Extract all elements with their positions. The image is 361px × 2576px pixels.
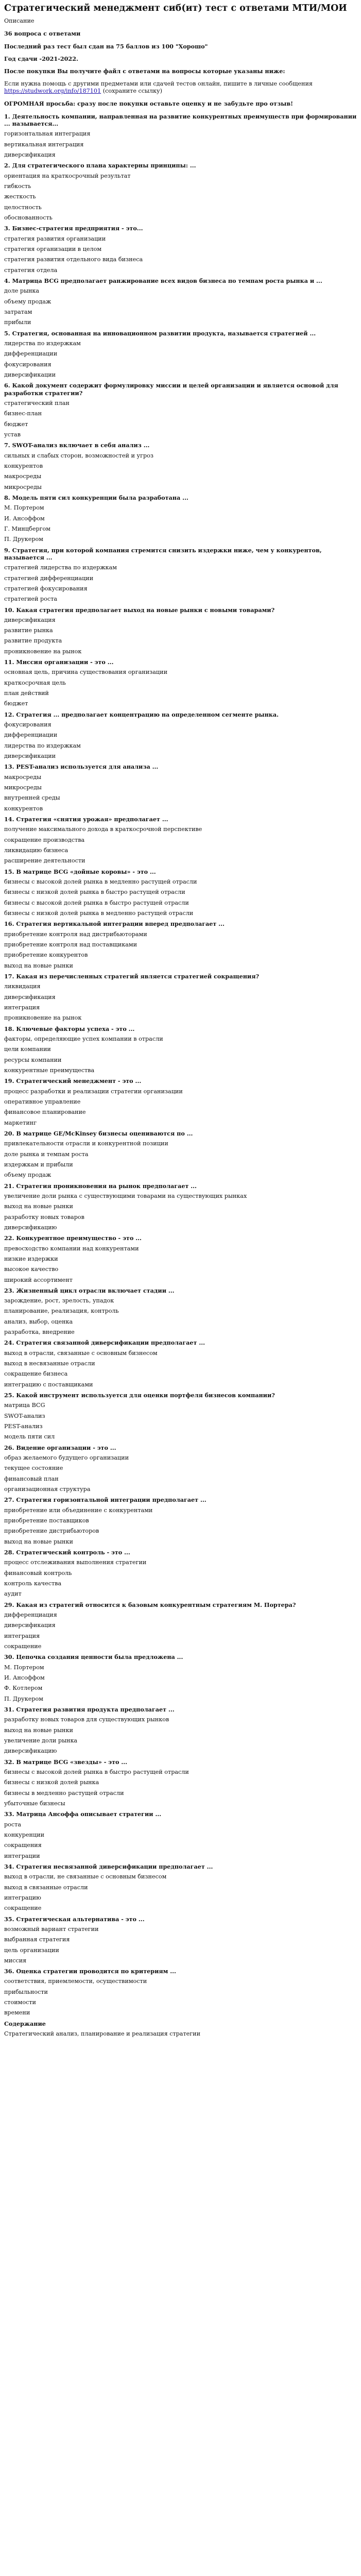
answer-option: доле рынка	[4, 287, 40, 295]
question-text: 33. Матрица Ансоффа описывает стратегии ...	[4, 1810, 162, 1818]
answer-option: привлекательности отрасли и конкурентной позиции	[4, 1140, 168, 1147]
answer-option: приобретение контроля над поставщиками	[4, 941, 137, 948]
answer-option: ориентация на краткосрочный результат	[4, 172, 131, 179]
answer-option: финансовое планирование	[4, 1109, 86, 1116]
answer-option: аудит	[4, 1590, 22, 1598]
answer-option: диверсификации	[4, 371, 56, 378]
answer-option: образ желаемого будущего организации	[4, 1454, 129, 1462]
intro	[4, 18, 357, 108]
answer-option: зарождение, рост, зрелость, упадок	[4, 1297, 114, 1304]
answer-option: развитие продукта	[4, 637, 62, 645]
answer-option: конкурентов	[4, 462, 43, 469]
answer-option: матрица BCG	[4, 1402, 45, 1409]
answer-option: прибыльности	[4, 1988, 48, 1995]
answer-option: текущее состояние	[4, 1465, 63, 1472]
content-title: Содержание	[4, 2020, 46, 2027]
answer-option: издержкам и прибыли	[4, 1161, 73, 1168]
answer-option: приобретение или объединение с конкурентами	[4, 1506, 153, 1514]
intro-description-label: Описание	[4, 18, 35, 25]
answer-option: цель организации	[4, 1946, 59, 1954]
answer-option: бизнесы с низкой долей рынка	[4, 1779, 99, 1786]
answer-option: П. Друкером	[4, 1695, 43, 1702]
answer-option: доле рынка и темпам роста	[4, 1150, 89, 1158]
answer-option: лидерства по издержкам	[4, 340, 81, 347]
answer-option: выход в отрасли, не связанные с основным бизнесом	[4, 1873, 167, 1880]
question-text: 2. Для стратегического плана характерны принципы: ...	[4, 162, 196, 170]
answer-option: дифференциация	[4, 1612, 57, 1618]
answer-option: прибыли	[4, 319, 31, 326]
answer-option: развитие рынка	[4, 627, 53, 634]
answer-option: диверсификации	[4, 753, 56, 760]
answer-option: диверсификацию	[4, 1224, 57, 1231]
question-text: 26. Видение организации - это ...	[4, 1444, 116, 1451]
intro-help-text: Если нужна помощь с другими предметами или сдачей тестов онлайн, пишите в личные сообщения	[4, 80, 313, 87]
answer-option: выход в связанные отрасли	[4, 1884, 88, 1891]
question-text: 19. Стратегический менеджмент - это ...	[4, 1077, 142, 1085]
answer-option: возможный вариант стратегии	[4, 1925, 99, 1933]
question-text: 29. Какая из стратегий относится к базовым конкурентным стратегиям М. Портера?	[4, 1601, 296, 1608]
answer-option: миссия	[4, 1957, 27, 1964]
answer-option: разработка, внедрение	[4, 1329, 75, 1336]
answer-option: времени	[4, 2009, 30, 2016]
answer-option: финансовый контроль	[4, 1569, 72, 1577]
answer-option: гибкость	[4, 183, 31, 190]
question-text: 9. Стратегия, при которой компания стремится снизить издержки ниже, чем у конкурентов, называется ...	[4, 546, 322, 561]
answer-option: ликвидацию бизнеса	[4, 847, 68, 854]
intro-score: Последний раз тест был сдан на 75 баллов из 100 "Хорошо"	[4, 42, 208, 50]
answer-option: бизнесы в медленно растущей отрасли	[4, 1789, 124, 1797]
answer-option: процесс разработки и реализации стратегии организации	[4, 1088, 183, 1095]
answer-option: разработку новых товаров	[4, 1213, 84, 1221]
answer-option: выход в несвязанные отрасли	[4, 1360, 95, 1367]
answer-option: оперативное управление	[4, 1098, 81, 1105]
answer-option: приобретение конкурентов	[4, 952, 88, 959]
answer-option: М. Портером	[4, 1664, 44, 1671]
answer-option: диверсификация	[4, 616, 56, 623]
answer-option: высокое качество	[4, 1266, 59, 1273]
answer-option: роста	[4, 1821, 22, 1828]
answer-option: стратегический план	[4, 399, 70, 406]
answer-option: сокращение бизнеса	[4, 1370, 68, 1378]
question-text: 17. Какая из перечисленных стратегий является стратегией сокращения?	[4, 972, 260, 980]
question-text: 8. Модель пяти сил конкуренции была разработана ...	[4, 494, 188, 501]
answer-option: выход на новые рынки	[4, 1726, 73, 1734]
answer-option: Г. Минцбергом	[4, 525, 50, 532]
answer-option: конкуренции	[4, 1831, 45, 1838]
question-text: 18. Ключевые факторы успеха - это ...	[4, 1025, 135, 1032]
answer-option: проникновение на рынок	[4, 648, 82, 655]
content-item: Стратегический анализ, планирование и реализация стратегии	[4, 2030, 201, 2038]
question-text: 3. Бизнес-стратегия предприятия - это...	[4, 225, 143, 232]
answer-option: ресурсы компании	[4, 1056, 62, 1063]
question-text: 30. Цепочка создания ценности была предложена ...	[4, 1653, 183, 1661]
answer-option: бюджет	[4, 700, 28, 707]
answer-option: лидерства по издержкам	[4, 742, 81, 749]
answer-option: соответствия, приемлемости, осуществимости	[4, 1978, 147, 1985]
question-text: 22. Конкурентное преимущество - это ...	[4, 1234, 142, 1242]
answer-option: увеличение доли рынка	[4, 1737, 78, 1744]
answer-option: приобретение контроля над дистрибьюторами	[4, 930, 147, 938]
answer-option: жесткость	[4, 193, 36, 200]
answer-option: М. Портером	[4, 504, 44, 512]
question-text: 27. Стратегия горизонтальной интеграции предполагает ...	[4, 1496, 207, 1504]
answer-option: интеграцию	[4, 1894, 41, 1901]
answer-option: обоснованность	[4, 214, 53, 222]
answer-option: бизнесы с высокой долей рынка в быстро растущей отрасли	[4, 1768, 189, 1775]
answer-option: выход на новые рынки	[4, 1538, 73, 1545]
answer-option: финансовый план	[4, 1475, 59, 1482]
answer-option: интеграция	[4, 1632, 40, 1639]
answer-option: контроль качества	[4, 1580, 62, 1587]
answer-option: основная цель, причина существования организации	[4, 669, 168, 676]
answer-option: бизнесы с высокой долей рынка в быстро растущей отрасли	[4, 899, 189, 906]
answer-option: план действий	[4, 690, 49, 697]
answer-option: разработку новых товаров для существующих рынков	[4, 1716, 169, 1723]
question-text: 21. Стратегия проникновения на рынок предполагает ...	[4, 1182, 197, 1190]
question-text: 36. Оценка стратегии проводится по критериям ...	[4, 1968, 176, 1975]
answer-option: выбранная стратегия	[4, 1936, 70, 1943]
answer-option: SWOT-анализ	[4, 1412, 45, 1419]
answer-option: факторы, определяющие успех компании в отрасли	[4, 1035, 163, 1042]
question-text: 31. Стратегия развития продукта предполагает ...	[4, 1705, 175, 1713]
answer-option: стратегия отдела	[4, 266, 58, 274]
answer-option: получение максимального дохода в краткосрочной перспективе	[4, 826, 202, 833]
answer-option: процесс отслеживания выполнения стратегии	[4, 1559, 147, 1566]
answer-option: интеграция	[4, 1004, 40, 1011]
answer-option: стратегия развития отдельного вида бизнеса	[4, 256, 143, 263]
intro-year: Год сдачи -2021-2022.	[4, 55, 78, 63]
answer-option: сокращение производства	[4, 836, 85, 843]
answer-option: Ф. Котлером	[4, 1685, 43, 1692]
answer-option: превосходство компании над конкурентами	[4, 1245, 139, 1252]
question-text: 7. SWOT-анализ включает в себя анализ ...	[4, 442, 150, 449]
question-text: 11. Миссия организации - это ...	[4, 658, 114, 666]
answer-option: стратегией роста	[4, 596, 58, 603]
intro-help	[4, 80, 357, 95]
answer-option: краткосрочная цель	[4, 679, 66, 686]
question-text: 25. Какой инструмент используется для оценки портфеля бизнесов компании?	[4, 1392, 275, 1399]
answer-option: интеграции	[4, 1852, 40, 1859]
answer-option: конкурентные преимущества	[4, 1066, 95, 1074]
question-text: 24. Стратегия связанной диверсификации предполагает ...	[4, 1339, 205, 1347]
answer-option: низкие издержки	[4, 1255, 58, 1262]
answer-option: бизнесы с низкой долей рынка в медленно растущей отрасли	[4, 910, 194, 917]
answer-option: сильных и слабых сторон, возможностей и угроз	[4, 452, 153, 459]
answer-option: проникновение на рынок	[4, 1014, 82, 1022]
answer-option: фокусирования	[4, 361, 51, 368]
answer-option: приобретение поставщиков	[4, 1517, 89, 1524]
question-text: 32. В матрице BCG «звезды» - это ...	[4, 1758, 128, 1766]
questions-list	[4, 113, 357, 2017]
content-section	[4, 2020, 357, 2038]
answer-option: PEST-анализ	[4, 1423, 43, 1430]
answer-option: бизнесы с высокой долей рынка в медленно растущей отрасли	[4, 878, 197, 886]
question-text: 12. Стратегия ... предполагает концентрацию на определенном сегменте рынка.	[4, 710, 279, 718]
question-text: 4. Матрица BCG предполагает ранжирование всех видов бизнеса по темпам роста рынка и ...	[4, 277, 322, 284]
answer-option: объему продаж	[4, 298, 51, 305]
answer-option: планирование, реализация, контроль	[4, 1308, 119, 1315]
answer-option: диверсификация	[4, 151, 56, 159]
answer-option: И. Ансоффом	[4, 515, 45, 522]
answer-option: внутренней среды	[4, 794, 60, 802]
answer-option: вертикальная интеграция	[4, 141, 84, 148]
answer-option: макросреды	[4, 773, 42, 781]
question-text: 6. Какой документ содержит формулировку миссии и целей организации и является основой для разработки стратегии?	[4, 382, 338, 397]
question-text: 5. Стратегия, основанная на инновационном развитии продукта, называется стратегией ...	[4, 329, 316, 337]
answer-option: анализ, выбор, оценка	[4, 1318, 73, 1325]
answer-option: конкурентов	[4, 805, 43, 812]
answer-option: расширение деятельности	[4, 857, 85, 865]
answer-option: увеличение доли рынка с существующими товарами на существующих рынках	[4, 1192, 247, 1199]
answer-option: микросреды	[4, 784, 42, 791]
answer-option: объему продаж	[4, 1172, 51, 1179]
question-text: 28. Стратегический контроль - это ...	[4, 1549, 130, 1556]
answer-option: стратегия организации в целом	[4, 246, 102, 253]
answer-option: бюджет	[4, 420, 28, 428]
answer-option: горизонтальная интеграция	[4, 130, 91, 138]
question-text: 35. Стратегическая альтернатива - это ...	[4, 1915, 145, 1923]
profile-link[interactable]: https://studwork.org/info/187101	[4, 88, 101, 95]
answer-option: устав	[4, 431, 21, 438]
question-text: 10. Какая стратегия предполагает выход на новые рынки с новыми товарами?	[4, 606, 275, 614]
answer-option: И. Ансоффом	[4, 1674, 45, 1681]
answer-option: цели компании	[4, 1046, 51, 1053]
question-text: 20. В матрице GE/McKinsey бизнесы оцениваются по ...	[4, 1129, 193, 1137]
answer-option: сокращение	[4, 1642, 42, 1650]
answer-option: организационная структура	[4, 1486, 91, 1493]
answer-option: стратегией фокусирования	[4, 585, 88, 592]
question-text: 1. Деятельность компании, направленная на развитие конкурентных преимуществ при формировании ... называется...	[4, 112, 357, 128]
answer-option: П. Друкером	[4, 536, 43, 543]
intro-after-purchase: После покупки Вы получите файл с ответами на вопросы которые указаны ниже:	[4, 67, 285, 75]
question-text: 15. В матрице BCG «дойные коровы» - это ...	[4, 868, 156, 875]
question-text: 23. Жизненный цикл отрасли включает стадии ...	[4, 1286, 175, 1294]
intro-help-suffix: (сохраните ссылку)	[101, 88, 162, 95]
answer-option: диверсификация	[4, 993, 56, 1001]
answer-option: затратам	[4, 308, 32, 315]
answer-option: маркетинг	[4, 1119, 37, 1126]
answer-option: фокусирования	[4, 721, 51, 728]
intro-request: ОГРОМНАЯ просьба: сразу после покупки оставьте оценку и не забудьте про отзыв!	[4, 100, 293, 108]
answer-option: приобретение дистрибьюторов	[4, 1528, 99, 1535]
answer-option: диверсификацию	[4, 1748, 57, 1755]
question-text: 14. Стратегия «снятия урожая» предполагает ...	[4, 816, 168, 823]
answer-option: модель пяти сил	[4, 1433, 55, 1440]
answer-option: целостность	[4, 204, 42, 211]
question-text: 16. Стратегия вертикальной интеграции вперед предполагает ...	[4, 920, 225, 928]
answer-option: выход на новые рынки	[4, 1203, 73, 1210]
answer-option: сокращения	[4, 1842, 42, 1849]
answer-option: стратегией дифференциации	[4, 574, 94, 582]
answer-option: дифференциации	[4, 732, 58, 739]
answer-option: выход на новые рынки	[4, 962, 73, 969]
answer-option: интеграцию с поставщиками	[4, 1381, 93, 1388]
answer-option: стоимости	[4, 1999, 36, 2006]
answer-option: стратегией лидерства по издержкам	[4, 564, 117, 571]
answer-option: стратегия развития организации	[4, 235, 106, 242]
answer-option: сокращение	[4, 1905, 42, 1912]
answer-option: диверсификация	[4, 1622, 56, 1629]
answer-option: бизнес-план	[4, 410, 42, 417]
answer-option: выход в отрасли, связанные с основным бизнесом	[4, 1349, 158, 1357]
answer-option: макросреды	[4, 473, 42, 480]
question-text: 34. Стратегия несвязанной диверсификации предполагает ...	[4, 1862, 213, 1870]
answer-option: широкий ассортимент	[4, 1276, 73, 1283]
intro-count: 36 вопроса с ответами	[4, 30, 81, 38]
answer-option: ликвидация	[4, 983, 41, 990]
page-title: Стратегический менеджмент сиб(ит) тест с ответами МТИ/МОИ	[4, 3, 347, 13]
answer-option: микросреды	[4, 483, 42, 490]
answer-option: дифференциации	[4, 350, 58, 358]
answer-option: бизнесы с низкой долей рынка в быстро растущей отрасли	[4, 889, 185, 896]
answer-option: убыточные бизнесы	[4, 1800, 65, 1807]
question-text: 13. PEST-анализ используется для анализа ...	[4, 763, 159, 771]
